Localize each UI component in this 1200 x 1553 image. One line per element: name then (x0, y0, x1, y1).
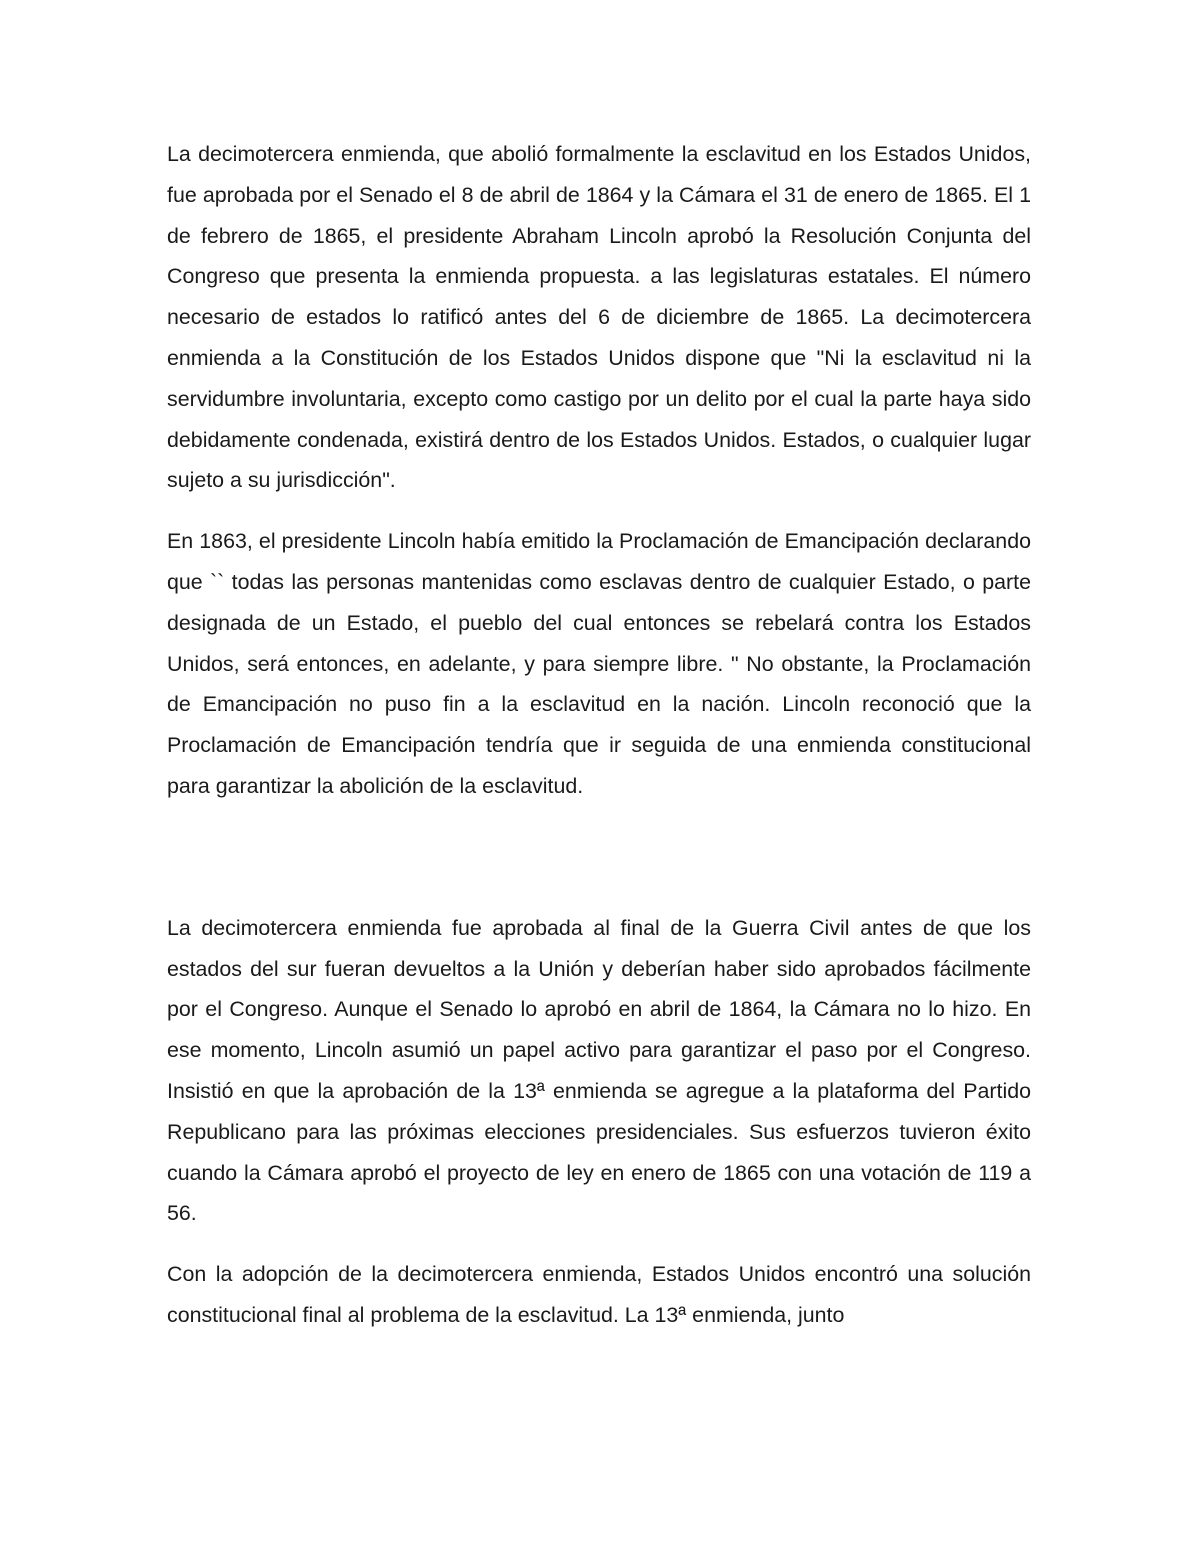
paragraph-emancipation-proclamation: En 1863, el presidente Lincoln había emitido la Proclamación de Emancipación declarando que `` todas las personas mantenidas como esclavas dentro de cualquier Estado, o parte designada de un Estado, el pueblo del cual entonces se rebelará contra los Estados Unidos, será entonces, en adelante, y para siempre libre. " No obstante, la Proclamación de Emancipación no puso fin a la esclavitud en la nación. Lincoln reconoció que la Proclamación de Emancipación tendría que ir seguida de una enmienda constitucional para garantizar la abolición de la esclavitud. (167, 529, 1031, 798)
paragraph-constitutional-solution: Con la adopción de la decimotercera enmienda, Estados Unidos encontró una solución constitucional final al problema de la esclavitud. La 13ª enmienda, junto (167, 1262, 1031, 1327)
paragraph-congress-approval: La decimotercera enmienda fue aprobada al final de la Guerra Civil antes de que los estados del sur fueran devueltos a la Unión y deberían haber sido aprobados fácilmente por el Congreso. Aunque el Senado lo aprobó en abril de 1864, la Cámara no lo hizo. En ese momento, Lincoln asumió un papel activo para garantizar el paso por el Congreso. Insistió en que la aprobación de la 13ª enmienda se agregue a la plataforma del Partido Republicano para las próximas elecciones presidenciales. Sus esfuerzos tuvieron éxito cuando la Cámara aprobó el proyecto de ley en enero de 1865 con una votación de 119 a 56. (167, 915, 1031, 1226)
document-body (167, 134, 1031, 1336)
paragraph-thirteenth-amendment-intro: La decimotercera enmienda, que abolió formalmente la esclavitud en los Estados Unidos, fue aprobada por el Senado el 8 de abril de 1864 y la Cámara el 31 de enero de 1865. El 1 de febrero de 1865, el presidente Abraham Lincoln aprobó la Resolución Conjunta del Congreso que presenta la enmienda propuesta. a las legislaturas estatales. El número necesario de estados lo ratificó antes del 6 de diciembre de 1865. La decimotercera enmienda a la Constitución de los Estados Unidos dispone que "Ni la esclavitud ni la servidumbre involuntaria, excepto como castigo por un delito por el cual la parte haya sido debidamente condenada, existirá dentro de los Estados Unidos. Estados, o cualquier lugar sujeto a su jurisdicción". (167, 142, 1031, 493)
